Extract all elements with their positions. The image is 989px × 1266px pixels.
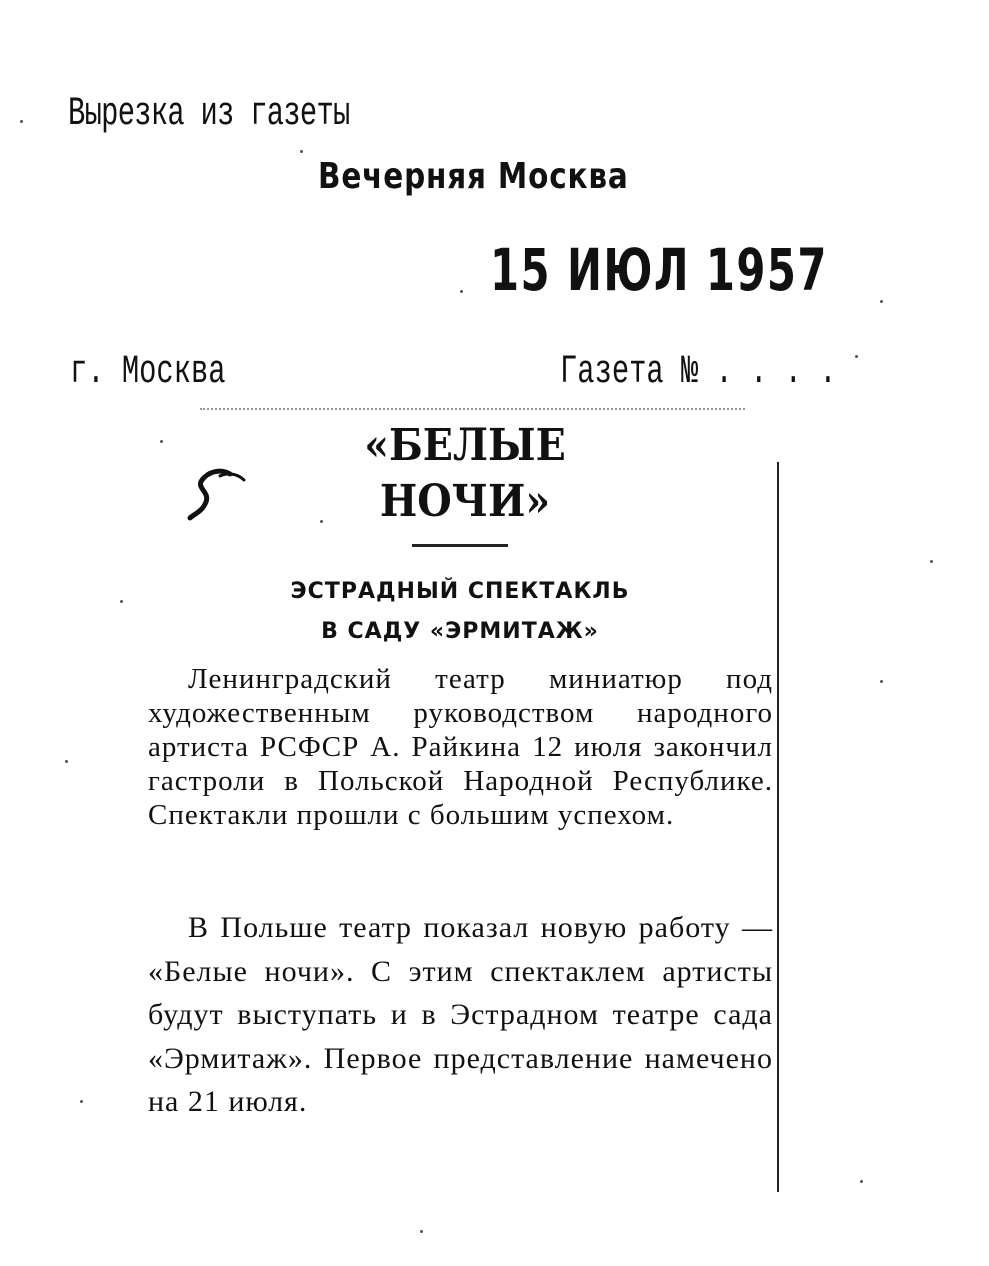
issue-number-label: Газета № . . . . bbox=[560, 350, 837, 395]
article-paragraph-2: В Польше театр показал новую работу — «Белые ночи». С этим спектаклем артисты будут выступать и в Эстрадном театре сада «Эрмитаж». Первое представление намечено на 21 июля. bbox=[148, 911, 773, 1118]
date-stamp: 15 ИЮЛ 1957 bbox=[490, 236, 828, 304]
subtitle-line-1: ЭСТРАДНЫЙ СПЕКТАКЛЬ bbox=[290, 579, 630, 604]
clipping-top-edge bbox=[200, 408, 745, 410]
article-subtitle bbox=[240, 572, 680, 652]
subtitle-line-2: В САДУ «ЭРМИТАЖ» bbox=[321, 619, 599, 644]
clipping-right-edge bbox=[777, 462, 779, 1192]
article-paragraph-1: Ленинградский театр миниатюр под художественным руководством народного артиста РСФСР А. Райкина 12 июля закончил гастроли в Польской Народной Республике. Спектакли прошли с большим успехом. bbox=[148, 663, 773, 831]
handwritten-mark-icon bbox=[180, 462, 260, 532]
title-divider bbox=[412, 544, 508, 547]
article-title: «БЕЛЫЕ НОЧИ» bbox=[364, 420, 566, 527]
city-label: г. Москва bbox=[70, 350, 226, 395]
clipping-header-label: Вырезка из газеты bbox=[68, 92, 350, 137]
newspaper-name: Вечерняя Москва bbox=[318, 156, 629, 197]
